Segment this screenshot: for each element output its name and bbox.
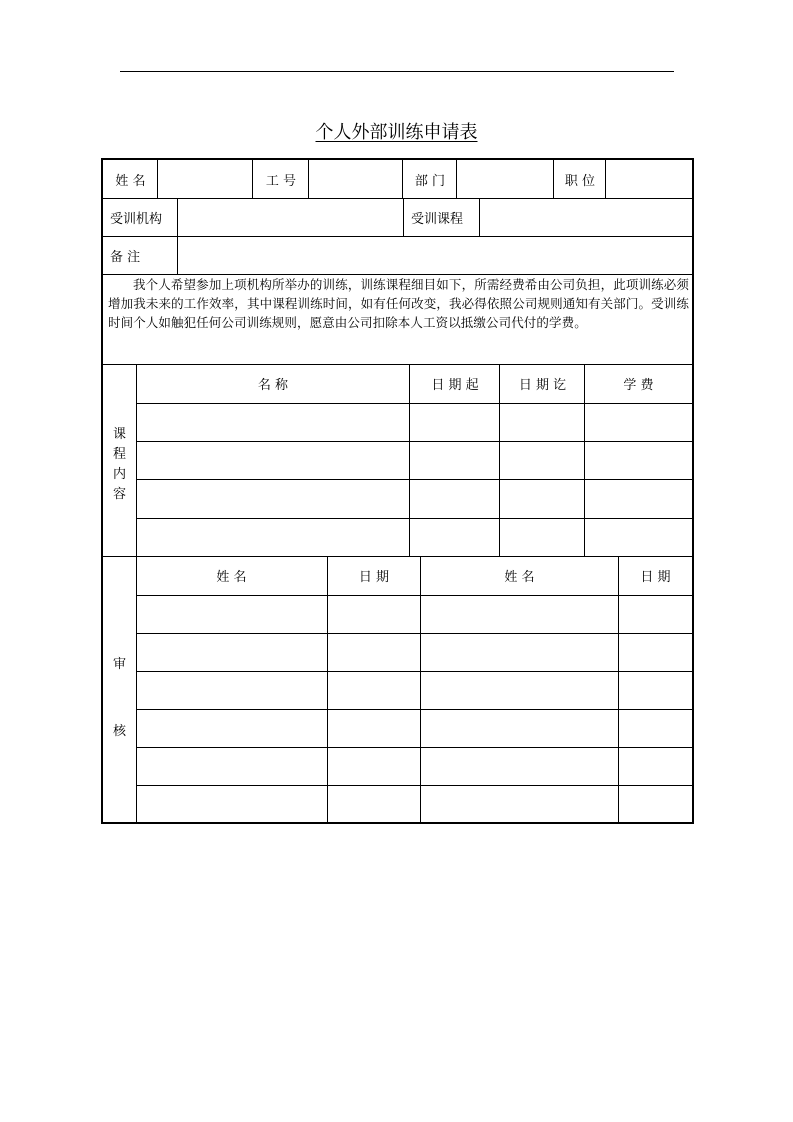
course-row-3-date-to[interactable] [500, 479, 584, 518]
reviewer-name-header-2: 姓 名 [504, 570, 535, 585]
training-institution-field[interactable] [178, 198, 404, 236]
review-row-1-date-1[interactable] [328, 595, 420, 633]
course-content-side-label [103, 425, 136, 505]
review-row-6-name-2[interactable] [421, 785, 618, 822]
review-row-6-date-2[interactable] [619, 785, 692, 822]
page-title [0, 118, 793, 144]
title-text: 个人外部训练申请表 [315, 122, 478, 143]
review-row-5-date-2[interactable] [619, 747, 692, 785]
course-row-4-fee[interactable] [585, 518, 692, 556]
course-row-4-date-to[interactable] [500, 518, 584, 556]
course-row-3-fee[interactable] [585, 479, 692, 518]
review-side-label-1: 审 [112, 657, 126, 672]
training-application-form [101, 158, 694, 824]
review-row-3-name-1[interactable] [136, 671, 327, 709]
review-row-3-name-2[interactable] [421, 671, 618, 709]
course-row-1-fee[interactable] [585, 403, 692, 441]
tuition-header: 学 费 [623, 378, 654, 393]
department-field[interactable] [457, 160, 554, 198]
remarks-label: 备 注 [110, 249, 141, 265]
review-row-2-name-1[interactable] [136, 633, 327, 671]
review-row-3-date-2[interactable] [619, 671, 692, 709]
name-field[interactable] [158, 160, 253, 198]
review-row-1-date-2[interactable] [619, 595, 692, 633]
course-name-header: 名 称 [257, 378, 289, 393]
review-date-header-2: 日 期 [640, 570, 671, 585]
training-institution-label: 受训机构 [110, 211, 163, 227]
course-row-1-date-to[interactable] [500, 403, 584, 441]
header-rule [120, 71, 674, 72]
review-date-header-1: 日 期 [358, 570, 390, 585]
course-row-2-date-to[interactable] [500, 441, 584, 479]
course-row-2-name[interactable] [136, 441, 409, 479]
reviewer-name-header-1: 姓 名 [216, 570, 247, 585]
department-label: 部 门 [414, 173, 446, 189]
course-row-1-date-from[interactable] [410, 403, 499, 441]
review-row-4-date-2[interactable] [619, 709, 692, 747]
course-content-label: 课程内容 [112, 427, 126, 502]
course-row-3-name[interactable] [136, 479, 409, 518]
review-row-6-name-1[interactable] [136, 785, 327, 822]
review-row-5-name-1[interactable] [136, 747, 327, 785]
training-course-field[interactable] [480, 198, 692, 236]
position-label: 职 位 [564, 173, 596, 189]
course-row-4-date-from[interactable] [410, 518, 499, 556]
position-field[interactable] [606, 160, 692, 198]
training-course-label: 受训课程 [411, 211, 464, 227]
date-from-header: 日 期 起 [431, 378, 479, 393]
review-row-1-name-2[interactable] [421, 595, 618, 633]
review-row-1-name-1[interactable] [136, 595, 327, 633]
review-row-5-date-1[interactable] [328, 747, 420, 785]
name-label: 姓 名 [115, 173, 146, 189]
review-row-5-name-2[interactable] [421, 747, 618, 785]
review-row-6-date-1[interactable] [328, 785, 420, 822]
course-row-1-name[interactable] [136, 403, 409, 441]
course-row-4-name[interactable] [136, 518, 409, 556]
employee-id-field[interactable] [309, 160, 403, 198]
remarks-field[interactable] [178, 236, 692, 274]
review-row-3-date-1[interactable] [328, 671, 420, 709]
course-row-3-date-from[interactable] [410, 479, 499, 518]
agreement-statement: 我个人希望参加上项机构所举办的训练，训练课程细目如下，所需经费希由公司负担，此项训练必须增加我未来的工作效率，其中课程训练时间，如有任何改变，我必得依照公司规则通知有关部门。受训练时间个人如触犯任何公司训练规则，愿意由公司扣除本人工资以抵缴公司代付的学费。 [108, 277, 689, 330]
review-row-2-date-1[interactable] [328, 633, 420, 671]
employee-id-label: 工 号 [265, 173, 297, 189]
review-row-4-date-1[interactable] [328, 709, 420, 747]
review-row-2-name-2[interactable] [421, 633, 618, 671]
review-row-2-date-2[interactable] [619, 633, 692, 671]
date-to-header: 日 期 讫 [518, 378, 567, 393]
review-row-4-name-2[interactable] [421, 709, 618, 747]
course-row-2-date-from[interactable] [410, 441, 499, 479]
course-row-2-fee[interactable] [585, 441, 692, 479]
review-side-label-2: 核 [112, 724, 126, 739]
review-row-4-name-1[interactable] [136, 709, 327, 747]
